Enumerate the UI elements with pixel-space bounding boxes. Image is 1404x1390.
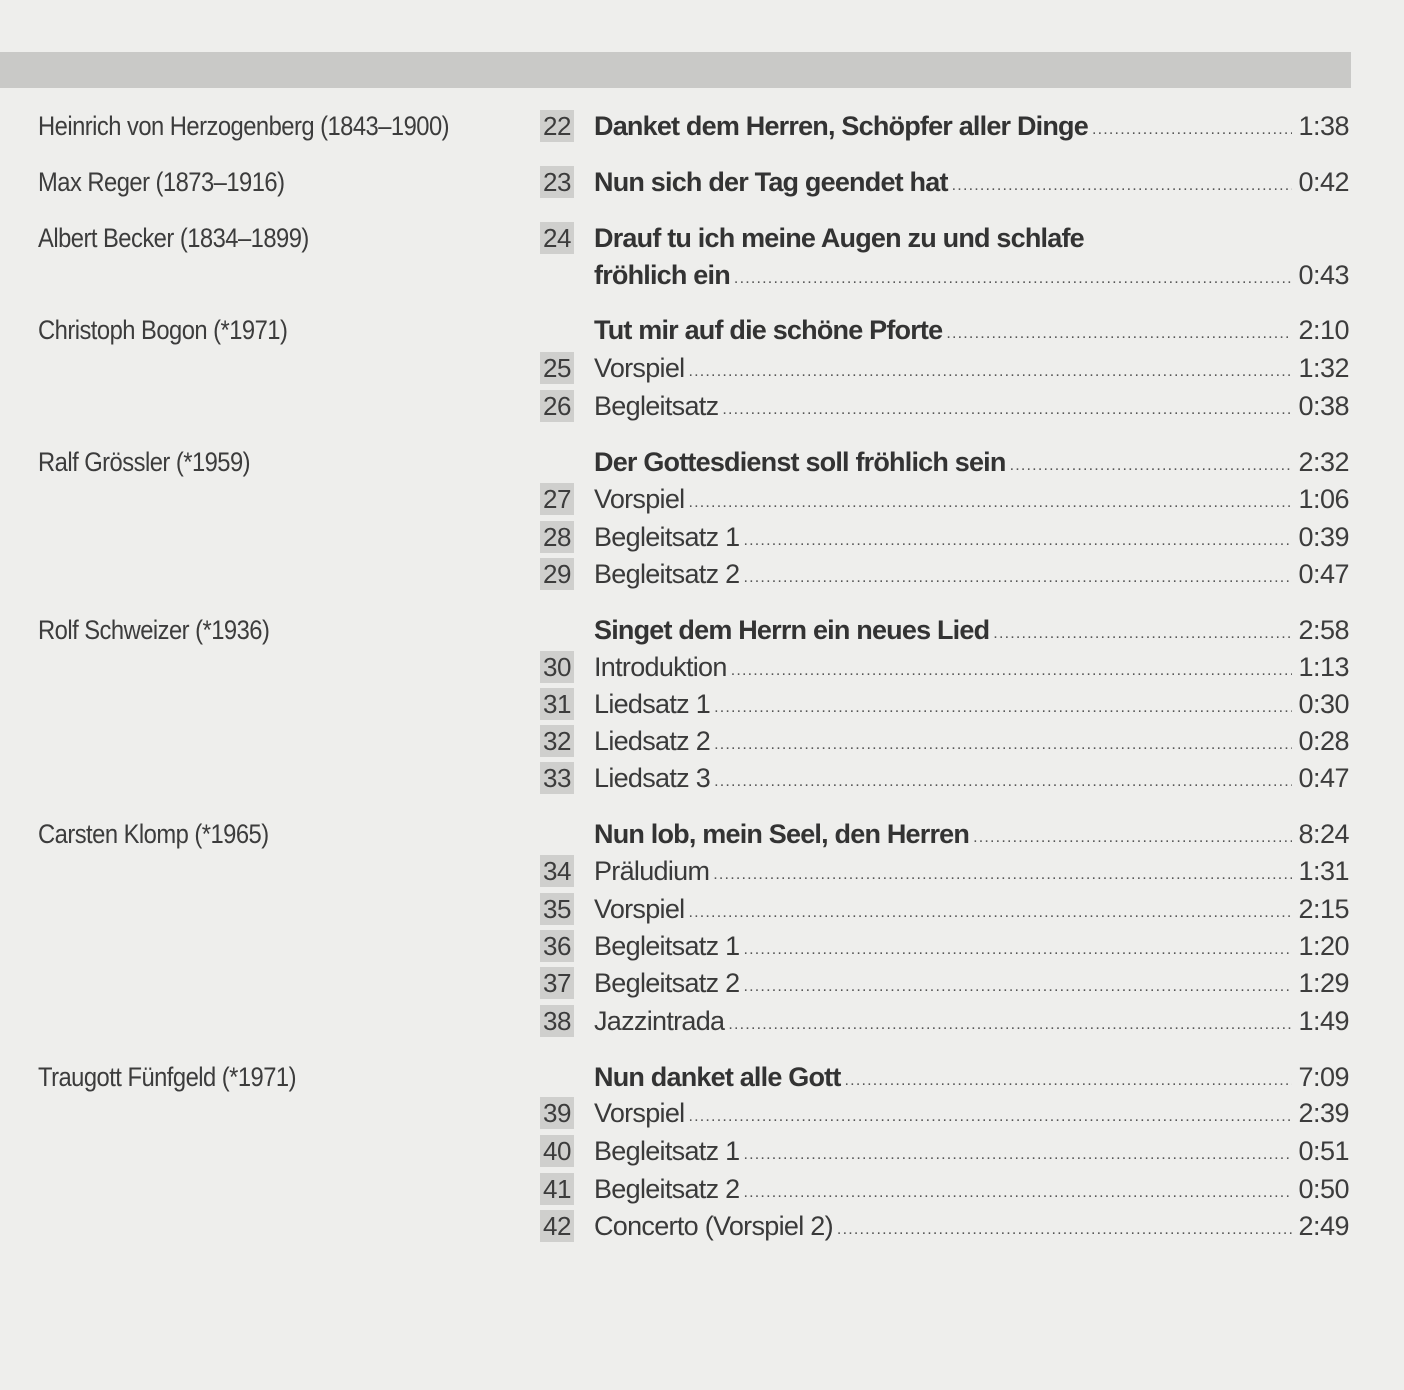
work-title: Tut mir auf die schöne Pforte	[594, 315, 943, 345]
duration: 1:49	[1298, 1006, 1349, 1036]
track-number: 36	[540, 930, 574, 962]
leader-dots	[688, 484, 1292, 522]
movement-title: Vorspiel	[594, 484, 685, 514]
composer-name: Ralf Grössler (*1959)	[38, 447, 251, 477]
track-number: 25	[540, 352, 574, 384]
duration: 0:30	[1298, 689, 1349, 719]
duration: 1:31	[1298, 856, 1349, 886]
track-number: 28	[540, 521, 574, 553]
track-number: 32	[540, 725, 574, 757]
movement-title: Begleitsatz 1	[594, 522, 740, 552]
track-number: 38	[540, 1005, 574, 1037]
track-row-continuation	[0, 256, 1404, 294]
duration: 0:51	[1298, 1136, 1349, 1166]
duration: 0:39	[1298, 522, 1349, 552]
work-title: Nun sich der Tag geendet hat	[594, 167, 948, 197]
duration: 8:24	[1298, 819, 1349, 849]
track-number: 27	[540, 483, 574, 515]
movement-title: Liedsatz 1	[594, 689, 711, 719]
leader-dots	[728, 1006, 1292, 1044]
duration: 0:43	[1298, 260, 1349, 290]
leader-dots	[744, 559, 1293, 597]
composer-name: Carsten Klomp (*1965)	[38, 819, 269, 849]
track-number: 37	[540, 967, 574, 999]
movement-title: Begleitsatz	[594, 391, 719, 421]
leader-dots	[946, 315, 1292, 353]
track-number: 29	[540, 558, 574, 590]
track-number: 42	[540, 1210, 574, 1242]
track-row	[0, 964, 1404, 1002]
work-header-row	[0, 611, 1404, 649]
track-row	[0, 648, 1404, 686]
duration: 2:32	[1298, 447, 1349, 477]
movement-title: Begleitsatz 2	[594, 1174, 740, 1204]
work-title: Der Gottesdienst soll fröhlich sein	[594, 447, 1006, 477]
track-row	[0, 480, 1404, 518]
track-row	[0, 890, 1404, 928]
duration: 1:06	[1298, 484, 1349, 514]
composer-name: Rolf Schweizer (*1936)	[38, 615, 270, 645]
track-number: 39	[540, 1097, 574, 1129]
duration: 0:28	[1298, 726, 1349, 756]
duration: 7:09	[1298, 1062, 1349, 1092]
track-number: 35	[540, 893, 574, 925]
duration: 1:13	[1298, 652, 1349, 682]
leader-dots	[688, 353, 1292, 391]
header-bar	[0, 52, 1351, 88]
track-row	[0, 685, 1404, 723]
track-number: 34	[540, 855, 574, 887]
track-number: 24	[540, 222, 574, 254]
composer-name: Heinrich von Herzogenberg (1843–1900)	[38, 111, 450, 141]
composer-name: Christoph Bogon (*1971)	[38, 315, 288, 345]
duration: 0:38	[1298, 391, 1349, 421]
track-row	[0, 349, 1404, 387]
track-row	[0, 1170, 1404, 1208]
duration: 0:47	[1298, 559, 1349, 589]
movement-title: Begleitsatz 1	[594, 1136, 740, 1166]
track-row	[0, 1207, 1404, 1245]
leader-dots	[688, 1098, 1292, 1136]
track-row	[0, 1002, 1404, 1040]
duration: 0:50	[1298, 1174, 1349, 1204]
leader-dots	[744, 1136, 1293, 1174]
track-number: 26	[540, 390, 574, 422]
track-row	[0, 927, 1404, 965]
track-row	[0, 555, 1404, 593]
work-header-row	[0, 443, 1404, 481]
movement-title: Vorspiel	[594, 894, 685, 924]
track-row	[0, 107, 1404, 145]
movement-title: Liedsatz 2	[594, 726, 711, 756]
work-header-row	[0, 1058, 1404, 1096]
track-row	[0, 1094, 1404, 1132]
track-row	[0, 1132, 1404, 1170]
work-title: Nun lob, mein Seel, den Herren	[594, 819, 970, 849]
track-row	[0, 759, 1404, 797]
track-row	[0, 722, 1404, 760]
work-title: Singet dem Herrn ein neues Lied	[594, 615, 990, 645]
work-header-row	[0, 815, 1404, 853]
movement-title: Begleitsatz 2	[594, 559, 740, 589]
work-header-row	[0, 311, 1404, 349]
composer-name: Traugott Fünfgeld (*1971)	[38, 1062, 297, 1092]
duration: 1:38	[1298, 111, 1349, 141]
movement-title: Liedsatz 3	[594, 763, 711, 793]
duration: 2:10	[1298, 315, 1349, 345]
duration: 1:32	[1298, 353, 1349, 383]
work-title-continued: fröhlich ein	[594, 260, 730, 290]
track-number: 23	[540, 166, 574, 198]
movement-title: Begleitsatz 1	[594, 931, 740, 961]
movement-title: Begleitsatz 2	[594, 968, 740, 998]
composer-name: Albert Becker (1834–1899)	[38, 223, 309, 253]
work-title: Drauf tu ich meine Augen zu und schlafe	[594, 223, 1084, 253]
leader-dots	[744, 968, 1293, 1006]
leader-dots	[713, 856, 1292, 894]
duration: 1:29	[1298, 968, 1349, 998]
movement-title: Vorspiel	[594, 1098, 685, 1128]
track-number: 41	[540, 1173, 574, 1205]
track-row	[0, 387, 1404, 425]
work-title: Nun danket alle Gott	[594, 1062, 841, 1092]
movement-title: Concerto (Vorspiel 2)	[594, 1211, 833, 1241]
track-number: 40	[540, 1135, 574, 1167]
duration: 0:47	[1298, 763, 1349, 793]
track-row	[0, 518, 1404, 556]
track-row	[0, 852, 1404, 890]
track-number: 30	[540, 651, 574, 683]
track-number: 33	[540, 762, 574, 794]
leader-dots	[952, 167, 1293, 205]
track-number: 22	[540, 110, 574, 142]
movement-title: Jazzintrada	[594, 1006, 725, 1036]
duration: 2:58	[1298, 615, 1349, 645]
leader-dots	[734, 260, 1293, 298]
duration: 2:15	[1298, 894, 1349, 924]
leader-dots	[1092, 111, 1292, 149]
leader-dots	[714, 763, 1292, 801]
work-title: Danket dem Herren, Schöpfer aller Dinge	[594, 111, 1088, 141]
duration: 2:39	[1298, 1098, 1349, 1128]
duration: 1:20	[1298, 931, 1349, 961]
leader-dots	[722, 391, 1292, 429]
track-row	[0, 163, 1404, 201]
composer-name: Max Reger (1873–1916)	[38, 167, 285, 197]
movement-title: Präludium	[594, 856, 710, 886]
duration: 2:49	[1298, 1211, 1349, 1241]
movement-title: Introduktion	[594, 652, 727, 682]
track-row	[0, 219, 1404, 257]
leader-dots	[837, 1211, 1293, 1249]
track-number: 31	[540, 688, 574, 720]
duration: 0:42	[1298, 167, 1349, 197]
movement-title: Vorspiel	[594, 353, 685, 383]
